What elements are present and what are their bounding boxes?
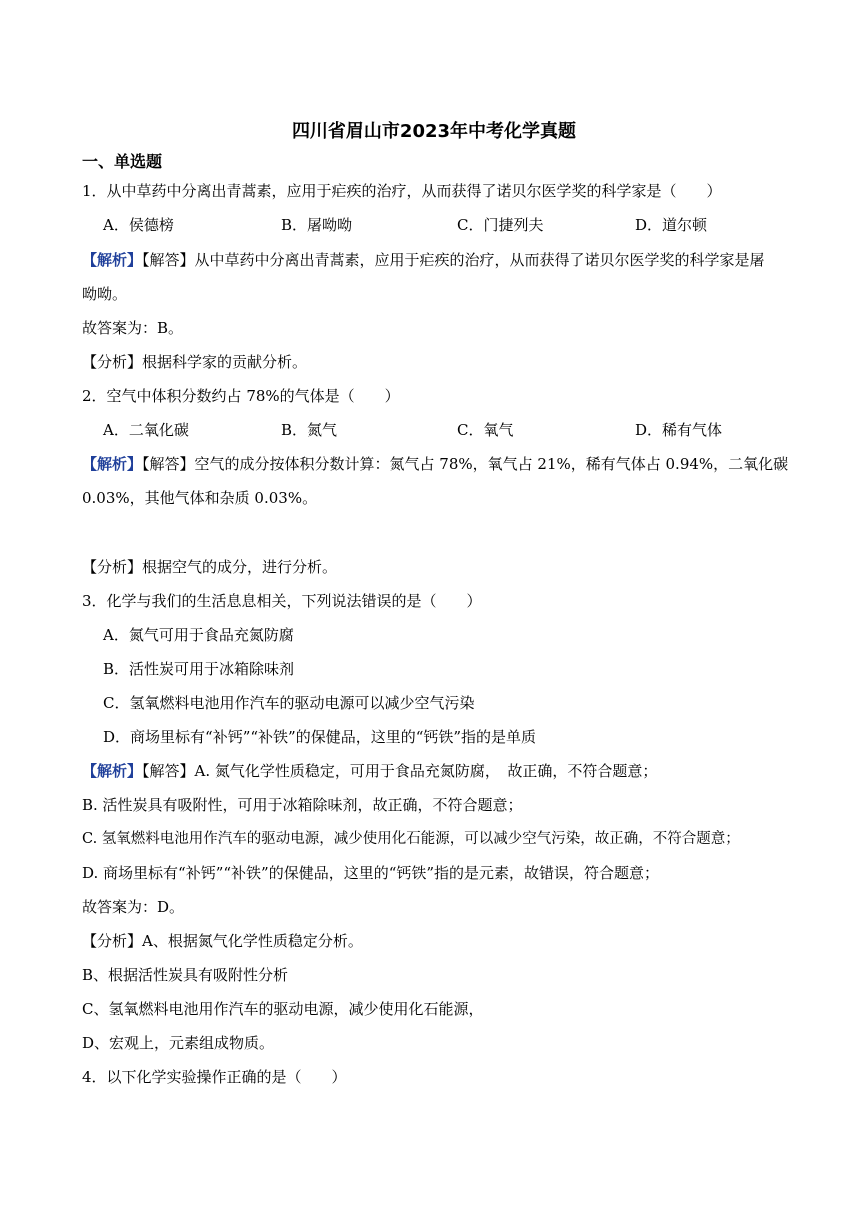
q3-option-d: D．商场里标有“补钙”“补铁”的保健品，这里的“钙铁”指的是单质	[103, 728, 537, 746]
q1-option-b: B．屠呦呦	[281, 216, 353, 234]
jieda-tag: 【解答】	[142, 455, 195, 473]
q1-answer: 故答案为：B。	[82, 319, 184, 337]
q3-explanation-line-1	[82, 761, 657, 781]
q3-analysis-line-4: D、宏观上，元素组成物质。	[82, 1034, 275, 1052]
q1-explanation-line-1	[82, 250, 765, 270]
q3-analysis-line-2: B、根据活性炭具有吸附性分析	[82, 966, 289, 984]
q3-option-b: B．活性炭可用于冰箱除味剂	[103, 660, 295, 678]
q2-analysis	[82, 557, 337, 577]
q3-analysis-text: A、根据氮气化学性质稳定分析。	[142, 932, 363, 950]
q3-option-a: A．氮气可用于食品充氮防腐	[103, 626, 294, 644]
q1-option-c: C．门捷列夫	[457, 216, 544, 234]
jieda-tag: 【解答】	[142, 251, 195, 269]
q2-option-d: D．稀有气体	[635, 421, 723, 439]
jiexi-tag: 【解析】	[82, 251, 143, 269]
q2-explanation-line-1	[82, 454, 788, 474]
q1-analysis-text: 根据科学家的贡献分析。	[142, 353, 308, 371]
q2-option-c: C．氧气	[457, 421, 514, 439]
question-4-stem: 4．以下化学实验操作正确的是（ ）	[82, 1068, 347, 1086]
jiexi-tag: 【解析】	[82, 455, 143, 473]
q3-option-c: C．氢氧燃料电池用作汽车的驱动电源可以减少空气污染	[103, 694, 475, 712]
q1-analysis	[82, 352, 307, 372]
fenxi-tag: 【分析】	[82, 558, 143, 576]
q2-explanation-text: 空气的成分按体积分数计算：氮气占 78%，氧气占 21%，稀有气体占 0.94%，二氧化碳	[194, 455, 789, 473]
q1-explanation-line-2: 呦呦。	[82, 285, 128, 303]
question-1-stem: 1．从中草药中分离出青蒿素，应用于疟疾的治疗，从而获得了诺贝尔医学奖的科学家是（ ）	[82, 182, 722, 200]
q3-explanation-line-2: B. 活性炭具有吸附性，可用于冰箱除味剂，故正确，不符合题意；	[82, 796, 523, 814]
fenxi-tag: 【分析】	[82, 353, 143, 371]
jiexi-tag: 【解析】	[82, 762, 143, 780]
q2-option-a: A．二氧化碳	[103, 421, 189, 439]
jieda-tag: 【解答】	[142, 762, 195, 780]
question-2-stem: 2．空气中体积分数约占 78%的气体是（ ）	[82, 387, 400, 405]
question-3-stem: 3．化学与我们的生活息息相关，下列说法错误的是（ ）	[82, 592, 482, 610]
fenxi-tag: 【分析】	[82, 932, 143, 950]
page-title: 四川省眉山市2023年中考化学真题	[291, 121, 577, 142]
q3-explanation-text: A. 氮气化学性质稳定，可用于食品充氮防腐， 故正确，不符合题意；	[194, 762, 658, 780]
q1-option-a: A．侯德榜	[103, 216, 174, 234]
q3-analysis-line-1	[82, 931, 363, 951]
q3-answer: 故答案为：D。	[82, 898, 185, 916]
q2-explanation-line-2: 0.03%，其他气体和杂质 0.03%。	[82, 489, 318, 507]
q1-explanation-text: 从中草药中分离出青蒿素，应用于疟疾的治疗，从而获得了诺贝尔医学奖的科学家是屠	[194, 251, 765, 269]
section-heading: 一、单选题	[82, 152, 163, 171]
q3-explanation-line-3: C. 氢氧燃料电池用作汽车的驱动电源，减少使用化石能源，可以减少空气污染，故正确，不符合题意；	[82, 831, 740, 847]
q2-option-b: B．氮气	[281, 421, 338, 439]
q1-option-d: D．道尔顿	[635, 216, 708, 234]
q3-explanation-line-4: D. 商场里标有“补钙”“补铁”的保健品，这里的“钙铁”指的是元素，故错误，符合题意；	[82, 864, 660, 882]
q2-analysis-text: 根据空气的成分，进行分析。	[142, 558, 338, 576]
q3-analysis-line-3: C、氢氧燃料电池用作汽车的驱动电源，减少使用化石能源，	[82, 1000, 484, 1018]
